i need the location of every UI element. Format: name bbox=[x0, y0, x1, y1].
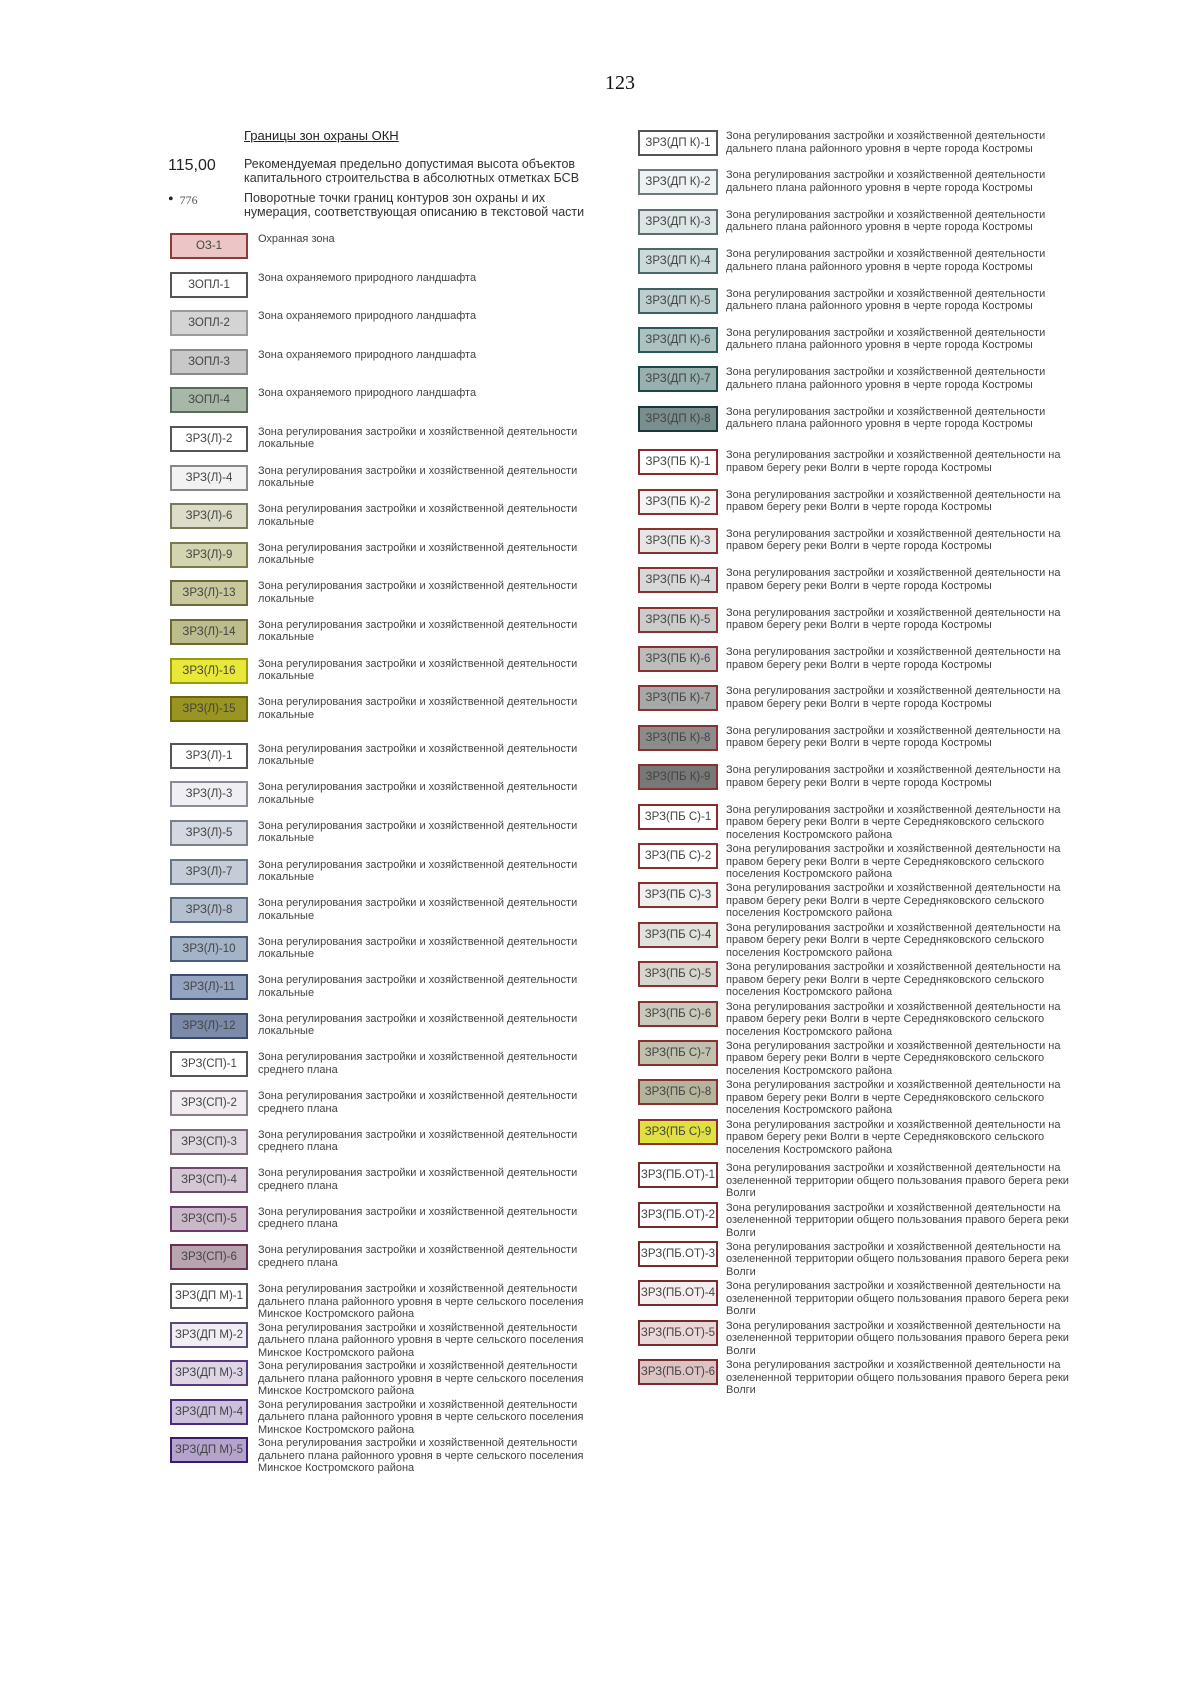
legend-item bbox=[636, 880, 1076, 919]
legend-description: Зона регулирования застройки и хозяйственной деятельности среднего плана bbox=[258, 1128, 578, 1154]
legend-description: Зона регулирования застройки и хозяйственной деятельности на правом берегу реки Волги в черте Середняковского сельского поселения Костромского района bbox=[726, 961, 1061, 999]
legend-description: Зона регулирования застройки и хозяйственной деятельности локальные bbox=[258, 425, 578, 451]
point-legend-row bbox=[168, 191, 606, 219]
legend-description: Зона регулирования застройки и хозяйственной деятельности на озелененной территории общего пользования правого берега реки Волги bbox=[726, 1201, 1069, 1239]
legend-swatch: ЗОПЛ-4 bbox=[170, 387, 248, 413]
legend-description: Зона регулирования застройки и хозяйственной деятельности на правом берегу реки Волги в черте Середняковского сельского поселения Костромского района bbox=[726, 1118, 1061, 1156]
legend-swatch: ЗРЗ(Л)-15 bbox=[170, 696, 248, 722]
legend-description: Зона регулирования застройки и хозяйственной деятельности дальнего плана районного уровня в черте города Костромы bbox=[726, 208, 1046, 234]
legend-item bbox=[168, 656, 606, 695]
legend-swatch: ЗРЗ(СП)-4 bbox=[170, 1167, 248, 1193]
legend-description: Зона регулирования застройки и хозяйственной деятельности локальные bbox=[258, 503, 578, 528]
legend-swatch: ЗРЗ(ПБ К)-7 bbox=[638, 685, 718, 711]
legend-item bbox=[636, 128, 1076, 167]
legend-description: Зона регулирования застройки и хозяйственной деятельности среднего плана bbox=[258, 1051, 578, 1076]
legend-item bbox=[168, 1358, 606, 1397]
legend-item bbox=[168, 270, 606, 309]
legend-swatch: ЗРЗ(Л)-11 bbox=[170, 974, 248, 1000]
legend-item bbox=[636, 325, 1076, 364]
legend-swatch: ЗРЗ(ДП М)-5 bbox=[170, 1437, 248, 1463]
legend-swatch: ЗРЗ(Л)-6 bbox=[170, 503, 248, 529]
legend-item bbox=[168, 1049, 606, 1088]
legend-description: Зона регулирования застройки и хозяйственной деятельности дальнего плана районного уровня в черте сельского поселения Минское Костромского района bbox=[258, 1398, 584, 1436]
legend-item bbox=[636, 920, 1076, 959]
legend-description: Зона регулирования застройки и хозяйственной деятельности на озелененной территории общего пользования правого берега реки Волги bbox=[726, 1319, 1069, 1357]
legend-swatch: ЗРЗ(ПБ С)-9 bbox=[638, 1119, 718, 1145]
legend-swatch: ЗРЗ(ПБ.ОТ)-1 bbox=[638, 1162, 718, 1188]
legend-description: Зона регулирования застройки и хозяйственной деятельности на правом берегу реки Волги в черте города Костромы bbox=[726, 646, 1061, 671]
legend-item bbox=[636, 605, 1076, 644]
left-legend-list bbox=[168, 231, 606, 1474]
legend-description: Зона регулирования застройки и хозяйственной деятельности на правом берегу реки Волги в черте города Костромы bbox=[726, 449, 1061, 474]
legend-item bbox=[636, 1160, 1076, 1199]
legend-description: Зона регулирования застройки и хозяйственной деятельности дальнего плана районного уровня в черте города Костромы bbox=[726, 169, 1046, 194]
height-legend-row bbox=[168, 157, 606, 185]
legend-item bbox=[168, 308, 606, 347]
legend-swatch: ЗРЗ(Л)-5 bbox=[170, 820, 248, 846]
legend-swatch: ЗРЗ(ПБ.ОТ)-4 bbox=[638, 1280, 718, 1306]
legend-swatch: ЗРЗ(ПБ С)-2 bbox=[638, 843, 718, 869]
legend-swatch: ЗРЗ(ПБ К)-9 bbox=[638, 764, 718, 790]
legend-item bbox=[168, 779, 606, 818]
legend-item bbox=[168, 501, 606, 540]
legend-description: Зона охраняемого природного ландшафта bbox=[258, 271, 477, 284]
point-marker bbox=[168, 193, 198, 207]
legend-swatch: ЗРЗ(СП)-6 bbox=[170, 1244, 248, 1270]
legend-item bbox=[168, 1320, 606, 1359]
legend-item bbox=[636, 1117, 1076, 1156]
legend-description: Зона регулирования застройки и хозяйственной деятельности на правом берегу реки Волги в черте Середняковского сельского поселения Костромского района bbox=[726, 1079, 1061, 1117]
legend-description: Охранная зона bbox=[258, 233, 335, 245]
legend-description: Зона регулирования застройки и хозяйственной деятельности локальные bbox=[258, 618, 578, 644]
legend-description: Зона регулирования застройки и хозяйственной деятельности дальнего плана районного уровня в черте города Костромы bbox=[726, 326, 1046, 352]
legend-item bbox=[636, 723, 1076, 762]
legend-description: Зона регулирования застройки и хозяйственной деятельности среднего плана bbox=[258, 1090, 578, 1115]
legend-swatch: ЗРЗ(СП)-2 bbox=[170, 1090, 248, 1116]
legend-description: Зона регулирования застройки и хозяйственной деятельности на правом берегу реки Волги в черте города Костромы bbox=[726, 527, 1061, 553]
legend-item bbox=[636, 999, 1076, 1038]
legend-description: Зона регулирования застройки и хозяйственной деятельности среднего плана bbox=[258, 1167, 578, 1192]
legend-description: Зона регулирования застройки и хозяйственной деятельности дальнего плана районного уровня в черте сельского поселения Минское Костромского района bbox=[258, 1321, 584, 1359]
legend-swatch: ЗРЗ(СП)-5 bbox=[170, 1206, 248, 1232]
legend-swatch: ЗРЗ(ПБ К)-6 bbox=[638, 646, 718, 672]
legend-swatch: ЗРЗ(ПБ С)-3 bbox=[638, 882, 718, 908]
legend-swatch: ЗРЗ(ПБ К)-4 bbox=[638, 567, 718, 593]
legend-swatch: ОЗ-1 bbox=[170, 233, 248, 259]
legend-item bbox=[168, 1204, 606, 1243]
height-value: 115,00 bbox=[168, 157, 216, 174]
legend-item bbox=[168, 463, 606, 502]
legend-description: Зона охраняемого природного ландшафта bbox=[258, 310, 477, 323]
point-legend-text: Поворотные точки границ контуров зон охраны и их нумерация, соответствующая описанию в текстовой части bbox=[244, 191, 585, 219]
legend-description: Зона регулирования застройки и хозяйственной деятельности на озелененной территории общего пользования правого берега реки Волги bbox=[726, 1280, 1069, 1318]
legend-item bbox=[636, 167, 1076, 206]
legend-description: Зона регулирования застройки и хозяйственной деятельности на правом берегу реки Волги в черте города Костромы bbox=[726, 685, 1061, 710]
legend-item bbox=[636, 286, 1076, 325]
legend-item bbox=[168, 1397, 606, 1436]
legend-swatch: ЗРЗ(ДП М)-1 bbox=[170, 1283, 248, 1309]
legend-description: Зона регулирования застройки и хозяйственной деятельности на правом берегу реки Волги в черте Середняковского сельского поселения Костромского района bbox=[726, 803, 1061, 841]
legend-swatch: ЗРЗ(Л)-1 bbox=[170, 743, 248, 769]
legend-description: Зона регулирования застройки и хозяйственной деятельности среднего плана bbox=[258, 1205, 578, 1231]
legend-description: Зона регулирования застройки и хозяйственной деятельности локальные bbox=[258, 541, 578, 567]
legend-item bbox=[168, 741, 606, 780]
legend-swatch: ЗРЗ(Л)-9 bbox=[170, 542, 248, 568]
legend-swatch: ЗРЗ(ПБ С)-1 bbox=[638, 804, 718, 830]
legend-swatch: ЗРЗ(ПБ.ОТ)-6 bbox=[638, 1359, 718, 1385]
legend-item bbox=[636, 841, 1076, 880]
legend-swatch: ЗРЗ(ПБ К)-3 bbox=[638, 528, 718, 554]
legend-description: Зона регулирования застройки и хозяйственной деятельности на правом берегу реки Волги в черте Середняковского сельского поселения Костромского района bbox=[726, 843, 1061, 881]
legend-swatch: ЗРЗ(ДП М)-3 bbox=[170, 1360, 248, 1386]
legend-description: Зона регулирования застройки и хозяйственной деятельности дальнего плана районного уровня в черте сельского поселения Минское Костромского района bbox=[258, 1283, 584, 1321]
legend-item bbox=[636, 487, 1076, 526]
legend-description: Зона регулирования застройки и хозяйственной деятельности на правом берегу реки Волги в черте Середняковского сельского поселения Костромского района bbox=[726, 882, 1061, 920]
legend-description: Зона регулирования застройки и хозяйственной деятельности на правом берегу реки Волги в черте города Костромы bbox=[726, 488, 1061, 514]
legend-item bbox=[168, 1435, 606, 1474]
legend-description: Зона регулирования застройки и хозяйственной деятельности локальные bbox=[258, 1012, 578, 1038]
legend-swatch: ЗРЗ(Л)-7 bbox=[170, 859, 248, 885]
legend-item bbox=[636, 1200, 1076, 1239]
legend-description: Зона регулирования застройки и хозяйственной деятельности на правом берегу реки Волги в черте Середняковского сельского поселения Костромского района bbox=[726, 1039, 1061, 1077]
legend-item bbox=[636, 762, 1076, 801]
legend-swatch: ЗРЗ(ПБ К)-5 bbox=[638, 607, 718, 633]
legend-item bbox=[168, 1281, 606, 1320]
legend-swatch: ЗРЗ(СП)-3 bbox=[170, 1129, 248, 1155]
left-column bbox=[168, 128, 606, 1474]
legend-item bbox=[168, 347, 606, 386]
legend-swatch: ЗРЗ(Л)-12 bbox=[170, 1013, 248, 1039]
legend-item bbox=[636, 1357, 1076, 1396]
legend-swatch: ЗРЗ(Л)-2 bbox=[170, 426, 248, 452]
page-number: 123 bbox=[605, 72, 635, 94]
legend-swatch: ЗРЗ(ПБ С)-5 bbox=[638, 961, 718, 987]
legend-swatch: ЗРЗ(ПБ С)-8 bbox=[638, 1079, 718, 1105]
legend-item bbox=[168, 694, 606, 733]
right-legend-list bbox=[636, 128, 1076, 1397]
legend-swatch: ЗРЗ(ДП К)-5 bbox=[638, 288, 718, 314]
legend-description: Зона регулирования застройки и хозяйственной деятельности дальнего плана районного уровня в черте города Костромы bbox=[726, 405, 1046, 431]
legend-description: Зона регулирования застройки и хозяйственной деятельности на озелененной территории общего пользования правого берега реки Волги bbox=[726, 1162, 1069, 1200]
legend-swatch: ЗРЗ(Л)-14 bbox=[170, 619, 248, 645]
legend-swatch: ЗРЗ(ДП К)-2 bbox=[638, 169, 718, 195]
legend-item bbox=[168, 1165, 606, 1204]
legend-item bbox=[636, 526, 1076, 565]
legend-description: Зона регулирования застройки и хозяйственной деятельности локальные bbox=[258, 696, 578, 721]
legend-description: Зона охраняемого природного ландшафта bbox=[258, 387, 477, 400]
legend-description: Зона регулирования застройки и хозяйственной деятельности на правом берегу реки Волги в черте Середняковского сельского поселения Костромского района bbox=[726, 921, 1061, 959]
legend-item bbox=[636, 1239, 1076, 1278]
legend-swatch: ЗРЗ(ДП К)-7 bbox=[638, 366, 718, 392]
legend-swatch: ЗОПЛ-1 bbox=[170, 272, 248, 298]
legend-description: Зона регулирования застройки и хозяйственной деятельности на правом берегу реки Волги в черте города Костромы bbox=[726, 764, 1061, 789]
legend-item bbox=[636, 802, 1076, 841]
legend-swatch: ЗРЗ(ПБ К)-2 bbox=[638, 489, 718, 515]
legend-swatch: ЗРЗ(ДП М)-4 bbox=[170, 1399, 248, 1425]
legend-swatch: ЗРЗ(ДП К)-3 bbox=[638, 209, 718, 235]
legend-item bbox=[168, 857, 606, 896]
legend-item bbox=[636, 644, 1076, 683]
legend-item bbox=[168, 540, 606, 579]
legend-description: Зона регулирования застройки и хозяйственной деятельности дальнего плана районного уровня в черте сельского поселения Минское Костромского района bbox=[258, 1437, 584, 1475]
legend-item bbox=[636, 1038, 1076, 1077]
legend-swatch: ЗРЗ(ПБ С)-7 bbox=[638, 1040, 718, 1066]
legend-description: Зона регулирования застройки и хозяйственной деятельности на правом берегу реки Волги в черте города Костромы bbox=[726, 567, 1061, 592]
legend-item bbox=[168, 1011, 606, 1050]
legend-description: Зона охраняемого природного ландшафта bbox=[258, 348, 477, 361]
legend-description: Зона регулирования застройки и хозяйственной деятельности на правом берегу реки Волги в черте Середняковского сельского поселения Костромского района bbox=[726, 1000, 1061, 1038]
legend-item bbox=[168, 972, 606, 1011]
legend-item bbox=[168, 385, 606, 424]
legend-swatch: ЗРЗ(ДП К)-8 bbox=[638, 406, 718, 432]
legend-swatch: ЗРЗ(Л)-16 bbox=[170, 658, 248, 684]
legend-description: Зона регулирования застройки и хозяйственной деятельности локальные bbox=[258, 858, 578, 883]
legend-description: Зона регулирования застройки и хозяйственной деятельности дальнего плана районного уровня в черте города Костромы bbox=[726, 248, 1046, 273]
legend-swatch: ЗРЗ(ПБ С)-6 bbox=[638, 1001, 718, 1027]
legend-description: Зона регулирования застройки и хозяйственной деятельности дальнего плана районного уровня в черте города Костромы bbox=[726, 287, 1046, 313]
legend-swatch: ЗРЗ(ПБ К)-8 bbox=[638, 725, 718, 751]
legend-item bbox=[636, 1077, 1076, 1116]
legend-swatch: ЗРЗ(ПБ.ОТ)-2 bbox=[638, 1202, 718, 1228]
legend-item bbox=[636, 959, 1076, 998]
legend-description: Зона регулирования застройки и хозяйственной деятельности локальные bbox=[258, 580, 578, 605]
legend-description: Зона регулирования застройки и хозяйственной деятельности среднего плана bbox=[258, 1244, 578, 1269]
legend-item bbox=[168, 231, 606, 270]
legend-description: Зона регулирования застройки и хозяйственной деятельности на озелененной территории общего пользования правого берега реки Волги bbox=[726, 1240, 1069, 1278]
legend-item bbox=[636, 683, 1076, 722]
legend-item bbox=[168, 1088, 606, 1127]
legend-swatch: ЗРЗ(Л)-8 bbox=[170, 897, 248, 923]
legend-item bbox=[636, 1278, 1076, 1317]
legend-description: Зона регулирования застройки и хозяйственной деятельности локальные bbox=[258, 819, 578, 845]
legend-description: Зона регулирования застройки и хозяйственной деятельности локальные bbox=[258, 781, 578, 806]
legend-item bbox=[636, 207, 1076, 246]
legend-item bbox=[636, 364, 1076, 403]
legend-swatch: ЗРЗ(ДП К)-6 bbox=[638, 327, 718, 353]
legend-swatch: ЗРЗ(ПБ С)-4 bbox=[638, 922, 718, 948]
legend-item bbox=[168, 1242, 606, 1281]
legend-item bbox=[168, 617, 606, 656]
legend-item bbox=[636, 1318, 1076, 1357]
legend-title: Границы зон охраны ОКН bbox=[244, 128, 399, 143]
legend-swatch: ЗРЗ(СП)-1 bbox=[170, 1051, 248, 1077]
legend-item bbox=[168, 818, 606, 857]
legend-swatch: ЗРЗ(ДП М)-2 bbox=[170, 1322, 248, 1348]
legend-item bbox=[636, 404, 1076, 443]
legend-description: Зона регулирования застройки и хозяйственной деятельности на озелененной территории общего пользования правого берега реки Волги bbox=[726, 1359, 1069, 1397]
point-dot-icon: • bbox=[168, 191, 174, 208]
legend-description: Зона регулирования застройки и хозяйственной деятельности локальные bbox=[258, 464, 578, 490]
legend-swatch: ЗРЗ(ДП К)-4 bbox=[638, 248, 718, 274]
legend-swatch: ЗРЗ(Л)-13 bbox=[170, 580, 248, 606]
legend-description: Зона регулирования застройки и хозяйственной деятельности локальные bbox=[258, 657, 578, 683]
legend-description: Зона регулирования застройки и хозяйственной деятельности дальнего плана районного уровня в черте города Костромы bbox=[726, 366, 1046, 391]
legend-description: Зона регулирования застройки и хозяйственной деятельности локальные bbox=[258, 897, 578, 922]
legend-description: Зона регулирования застройки и хозяйственной деятельности локальные bbox=[258, 974, 578, 999]
legend-description: Зона регулирования застройки и хозяйственной деятельности дальнего плана районного уровня в черте сельского поселения Минское Костромского района bbox=[258, 1360, 584, 1398]
legend-item bbox=[636, 246, 1076, 285]
legend-swatch: ЗРЗ(ПБ.ОТ)-5 bbox=[638, 1320, 718, 1346]
legend-item bbox=[168, 1127, 606, 1166]
legend-swatch: ЗОПЛ-3 bbox=[170, 349, 248, 375]
legend-item bbox=[168, 424, 606, 463]
legend-description: Зона регулирования застройки и хозяйственной деятельности дальнего плана районного уровня в черте города Костромы bbox=[726, 130, 1046, 155]
legend-description: Зона регулирования застройки и хозяйственной деятельности на правом берегу реки Волги в черте города Костромы bbox=[726, 606, 1061, 632]
legend-description: Зона регулирования застройки и хозяйственной деятельности локальные bbox=[258, 742, 578, 768]
legend-description: Зона регулирования застройки и хозяйственной деятельности локальные bbox=[258, 935, 578, 961]
legend-item bbox=[168, 934, 606, 973]
legend-item bbox=[636, 565, 1076, 604]
height-legend-text: Рекомендуемая предельно допустимая высота объектов капитального строительства в абсолютных отметках БСВ bbox=[244, 157, 580, 185]
legend-description: Зона регулирования застройки и хозяйственной деятельности на правом берегу реки Волги в черте города Костромы bbox=[726, 724, 1061, 750]
point-number: 776 bbox=[179, 193, 198, 207]
legend-item bbox=[168, 895, 606, 934]
legend-swatch: ЗРЗ(ДП К)-1 bbox=[638, 130, 718, 156]
right-column bbox=[636, 128, 1076, 1397]
legend-swatch: ЗРЗ(Л)-4 bbox=[170, 465, 248, 491]
legend-swatch: ЗРЗ(Л)-10 bbox=[170, 936, 248, 962]
legend-item bbox=[636, 447, 1076, 486]
legend-swatch: ЗРЗ(ПБ.ОТ)-3 bbox=[638, 1241, 718, 1267]
legend-item bbox=[168, 578, 606, 617]
legend-swatch: ЗРЗ(ПБ К)-1 bbox=[638, 449, 718, 475]
legend-swatch: ЗРЗ(Л)-3 bbox=[170, 781, 248, 807]
legend-swatch: ЗОПЛ-2 bbox=[170, 310, 248, 336]
